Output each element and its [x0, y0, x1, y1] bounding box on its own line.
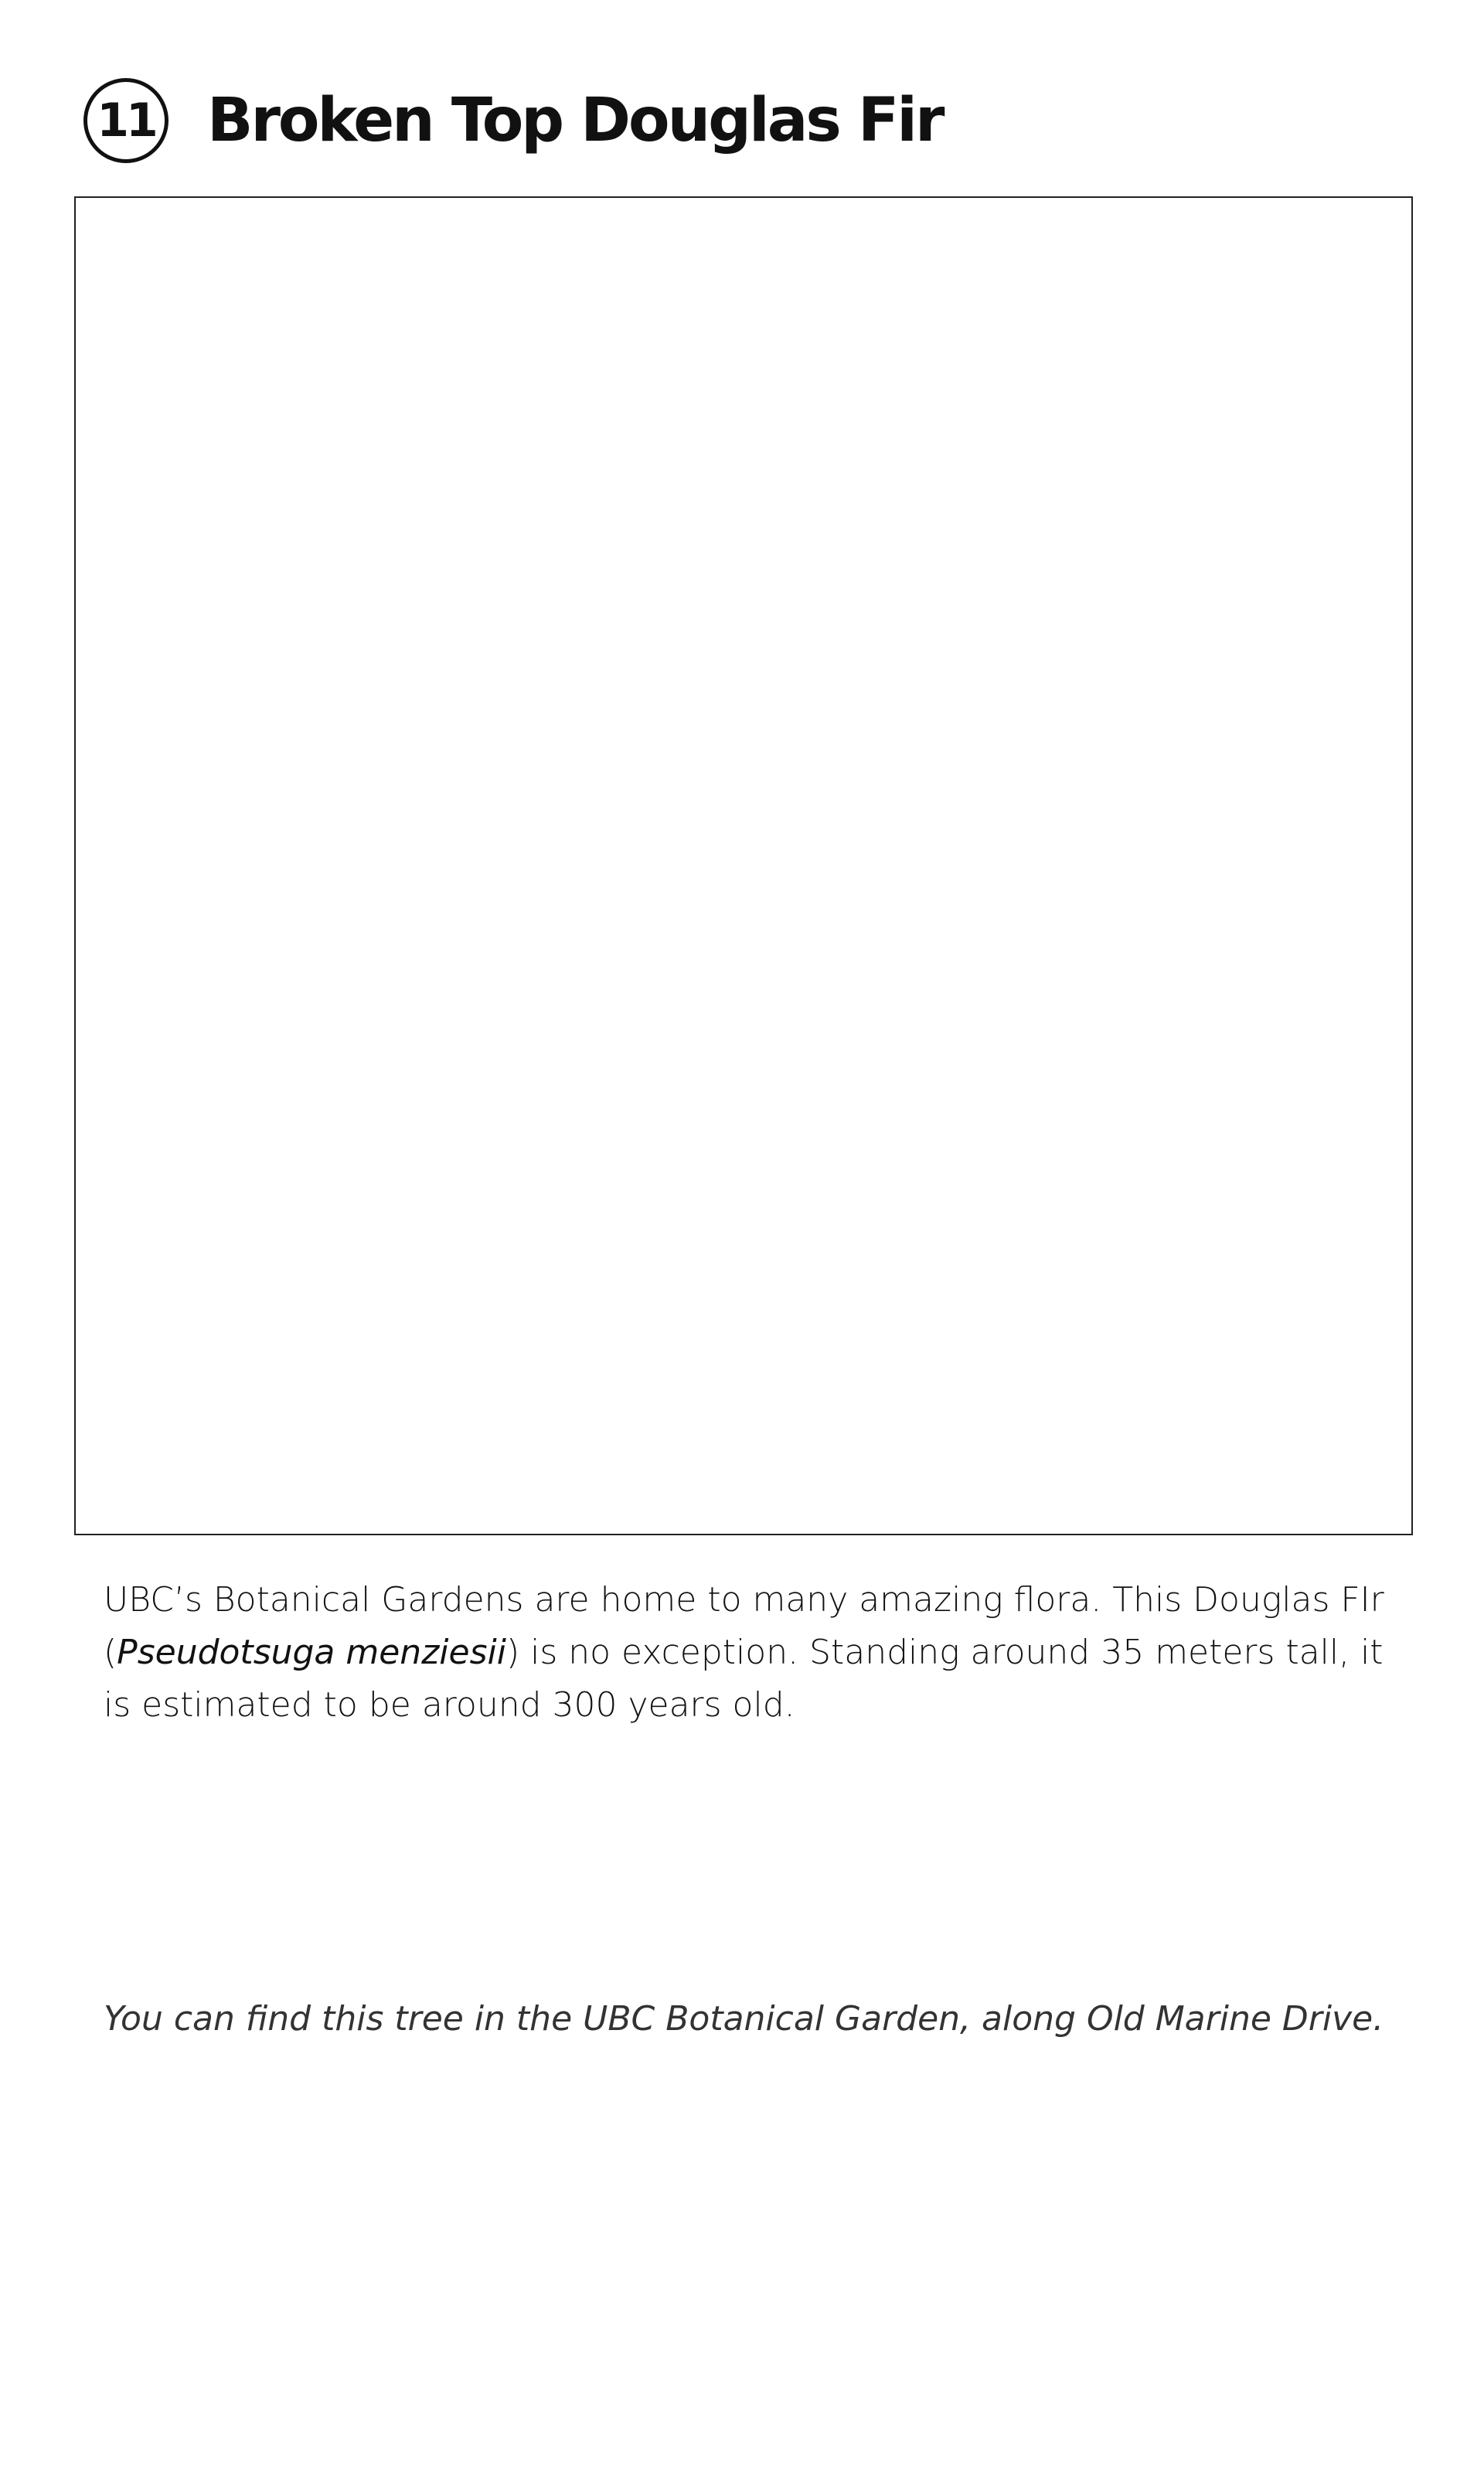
tree-number-badge: 11	[83, 78, 168, 163]
description-text-start: UBC’s Botanical Gardens are home to many amazing flora. This Douglas FIr (	[104, 1580, 1384, 1672]
description-text-end: ) is no exception. Standing around 35 meters tall, it is estimated to be around 300 years old.	[104, 1633, 1384, 1725]
location-note: You can find this tree in the UBC Botanical Garden, along Old Marine Drive.	[104, 1999, 1384, 2039]
page-header	[83, 74, 942, 167]
page-title: Broken Top Douglas Fir	[207, 86, 943, 155]
tree-photo-placeholder	[74, 196, 1413, 1535]
tree-description	[104, 1574, 1402, 1732]
scientific-name: Pseudotsuga menziesii	[117, 1633, 506, 1672]
